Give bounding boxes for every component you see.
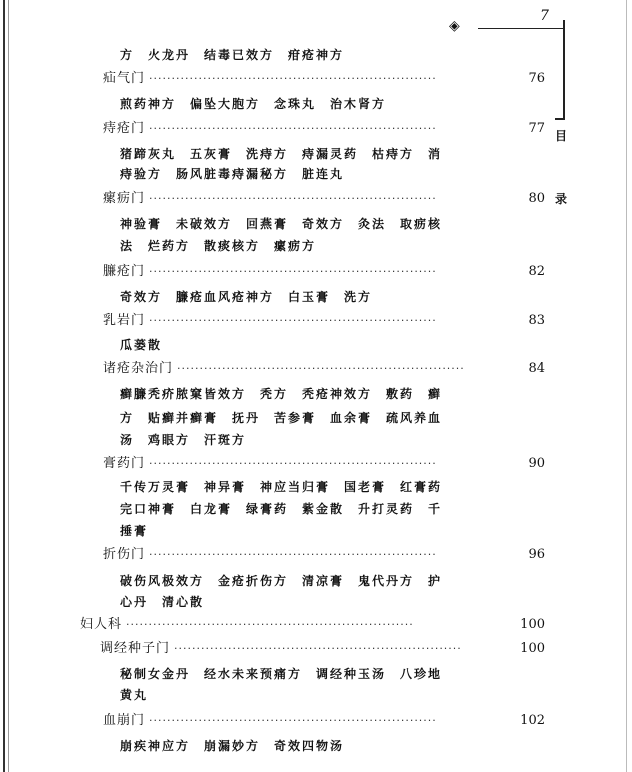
toc-leader-dots: ································································ bbox=[126, 618, 414, 631]
toc-subitems: 完口神膏 白龙膏 绿膏药 紫金散 升打灵药 千 bbox=[120, 502, 443, 516]
toc-subitems: 崩疾神应方 崩漏妙方 奇效四物汤 bbox=[120, 739, 345, 753]
toc-entry bbox=[103, 713, 545, 729]
toc-entry bbox=[80, 617, 545, 633]
toc-leader-dots: ································································ bbox=[149, 714, 437, 727]
side-label-mu: 目 bbox=[555, 129, 568, 143]
toc-leader-dots: ································································ bbox=[149, 457, 437, 470]
toc-entry-page: 100 bbox=[520, 617, 545, 632]
ornament-icon: ◈ bbox=[449, 18, 460, 34]
toc-subitems: 方 贴癣并癣膏 抚丹 苦参膏 血余膏 疏风养血 bbox=[120, 411, 443, 425]
toc-entry-title: 折伤门 bbox=[103, 547, 146, 562]
toc-entry-page: 90 bbox=[528, 456, 545, 471]
toc-subitems: 猪蹄灰丸 五灰膏 洗痔方 痔漏灵药 枯痔方 消 bbox=[120, 147, 443, 161]
toc-entry-title: 臁疮门 bbox=[103, 264, 146, 279]
toc-entry bbox=[103, 313, 545, 329]
toc-subitems: 煎药神方 偏坠大胞方 念珠丸 治木肾方 bbox=[120, 97, 387, 111]
toc-subitems: 黄丸 bbox=[120, 688, 149, 702]
toc-entry-title: 乳岩门 bbox=[103, 313, 146, 328]
toc-entry-title: 痔疮门 bbox=[103, 121, 146, 136]
toc-subitems: 神验膏 未破效方 回燕膏 奇效方 灸法 取疬核 bbox=[120, 217, 443, 231]
toc-subitems: 破伤风极效方 金疮折伤方 清凉膏 鬼代丹方 护 bbox=[120, 574, 443, 588]
toc-entry-title: 血崩门 bbox=[103, 713, 146, 728]
toc-entry-title: 调经种子门 bbox=[100, 641, 171, 656]
toc-leader-dots: ································································ bbox=[149, 122, 437, 135]
side-label-lu: 录 bbox=[555, 192, 568, 206]
toc-subitems: 捶膏 bbox=[120, 524, 149, 538]
toc-leader-dots: ································································ bbox=[149, 192, 437, 205]
toc-entry-page: 76 bbox=[528, 71, 545, 86]
toc-subitems: 方 火龙丹 结毒已效方 疳疮神方 bbox=[120, 48, 345, 62]
toc-entry bbox=[103, 264, 545, 280]
toc-entry-page: 82 bbox=[528, 264, 545, 279]
toc-subitems: 奇效方 臁疮血风疮神方 白玉膏 洗方 bbox=[120, 290, 373, 304]
toc-entry bbox=[103, 456, 545, 472]
toc-entry bbox=[103, 191, 545, 207]
toc-subitems: 秘制女金丹 经水未来预痛方 调经种玉汤 八珍地 bbox=[120, 667, 443, 681]
toc-leader-dots: ································································ bbox=[177, 362, 465, 375]
toc-entry-title: 瘰疬门 bbox=[103, 191, 146, 206]
toc-entry-page: 84 bbox=[528, 361, 545, 376]
toc-entry bbox=[103, 71, 545, 87]
toc-entry bbox=[100, 641, 545, 657]
toc-entry-page: 102 bbox=[520, 713, 545, 728]
toc-subitems: 千传万灵膏 神异膏 神应当归膏 国老膏 红膏药 bbox=[120, 480, 443, 494]
toc-subitems: 法 烂药方 散痰核方 瘰疬方 bbox=[120, 239, 317, 253]
toc-entry-page: 80 bbox=[528, 191, 545, 206]
toc-leader-dots: ································································ bbox=[149, 72, 437, 85]
toc-leader-dots: ································································ bbox=[149, 314, 437, 327]
toc-leader-dots: ································································ bbox=[174, 642, 462, 655]
toc-subitems: 痔验方 肠风脏毒痔漏秘方 脏连丸 bbox=[120, 167, 345, 181]
toc-subitems: 心丹 清心散 bbox=[120, 595, 205, 609]
toc-entry-title: 妇人科 bbox=[80, 617, 123, 632]
toc-subitems: 癣臁秃疥脓窠皆效方 秃方 秃疮神效方 敷药 癣 bbox=[120, 387, 443, 401]
toc-entry-page: 77 bbox=[528, 121, 545, 136]
toc-entry-page: 100 bbox=[520, 641, 545, 656]
toc-entry-title: 膏药门 bbox=[103, 456, 146, 471]
toc-entry-title: 诸疮杂治门 bbox=[103, 361, 174, 376]
toc-subitems: 瓜蒌散 bbox=[120, 338, 163, 352]
toc-entry-page: 83 bbox=[528, 313, 545, 328]
toc-leader-dots: ································································ bbox=[149, 265, 437, 278]
toc-entry bbox=[103, 547, 545, 563]
toc-entry bbox=[103, 121, 545, 137]
toc-subitems: 汤 鸡眼方 汗斑方 bbox=[120, 433, 247, 447]
toc-entry bbox=[103, 361, 545, 377]
toc-entry-page: 96 bbox=[528, 547, 545, 562]
toc-entry-title: 疝气门 bbox=[103, 71, 146, 86]
page-number: 7 bbox=[540, 8, 549, 24]
toc-leader-dots: ································································ bbox=[149, 548, 437, 561]
